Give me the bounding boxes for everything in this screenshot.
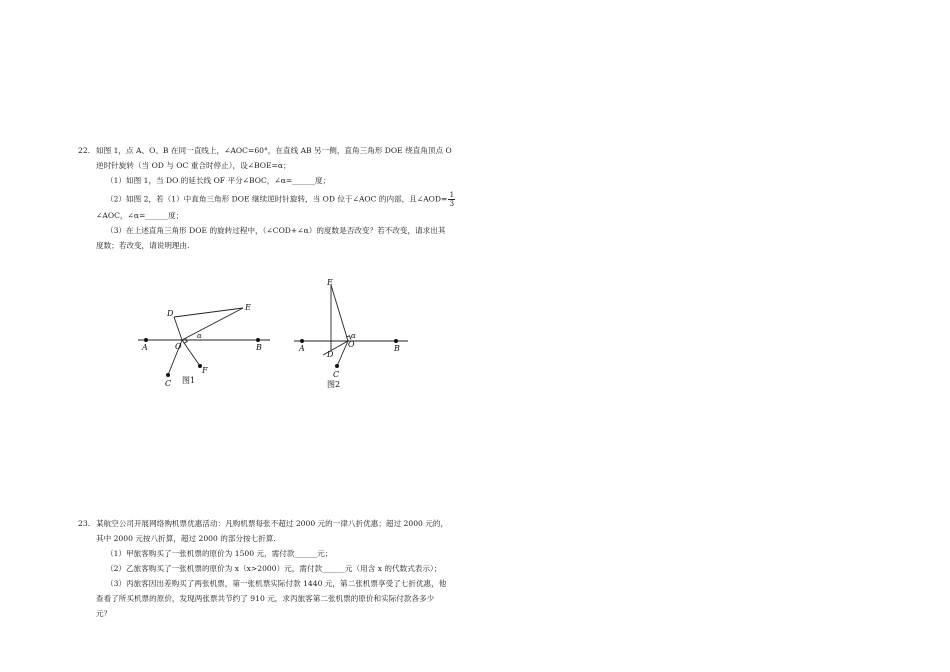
- question-22: [78, 143, 476, 253]
- point-b: [256, 338, 260, 342]
- label-o: O: [348, 340, 355, 349]
- question-number: 23.: [78, 519, 91, 528]
- figure-1-caption: 图1: [182, 376, 196, 385]
- label-b: B: [394, 344, 400, 353]
- figure-2-caption: 图2: [327, 380, 341, 389]
- segment-oe: [182, 308, 243, 340]
- point-a: [300, 339, 304, 343]
- figure-1: [130, 295, 280, 395]
- question-part-3: （3）在上述直角三角形 DOE 的旋转过程中，（∠COD+∠α）的度数是否改变？若不改变，请求出其: [106, 226, 446, 235]
- question-text-line: 逆时针旋转（当 OD 与 OC 重合时停止），设∠BOE=α；: [96, 161, 291, 170]
- ray-of: [182, 340, 200, 366]
- question-part-3-cont: 查看了所买机票的原价，发现两张票共节约了 910 元，求丙旅客第二张机票的原价和实际付款各多少: [96, 594, 435, 603]
- part-2-continuation: ∠AOC，∠α=______度；: [96, 211, 184, 220]
- question-23: [78, 516, 476, 621]
- question-part-3-cont: 元？: [96, 609, 112, 618]
- label-alpha: α: [197, 332, 202, 340]
- question-part-2: （2）乙旅客购买了一张机票的原价为 x（x>2000）元，需付款______元（用含 x 的代数式表示）；: [106, 564, 442, 573]
- fraction-denominator: 3: [449, 200, 455, 208]
- label-e: E: [327, 278, 333, 287]
- label-a: A: [299, 344, 305, 353]
- label-c: C: [165, 379, 172, 388]
- label-d: D: [167, 309, 174, 318]
- question-part-1: （1）甲旅客购买了一张机票的原价为 1500 元，需付款______元；: [106, 549, 333, 558]
- question-part-2: [96, 191, 476, 208]
- label-f: F: [202, 366, 208, 375]
- question-text-line: 某航空公司开展网络购机票优惠活动：凡购机票每张不超过 2000 元的一律八折优惠；超过 2000 元的，: [96, 519, 449, 528]
- label-a: A: [142, 343, 148, 352]
- fraction: [448, 191, 455, 208]
- question-part-3-cont: 度数；若改变，请说明理由.: [96, 241, 190, 250]
- question-part-3: （3）丙旅客因出差购买了两张机票，第一张机票实际付款 1440 元，第二张机票享受了七折优惠，他: [106, 579, 447, 588]
- label-e: E: [245, 303, 251, 312]
- label-b: B: [256, 343, 262, 352]
- part-2-text: （2）如图 2，若（1）中直角三角形 DOE 继续逆时针旋转，当 OD 位于∠AOC 的内部，且∠AOD=: [106, 194, 448, 204]
- label-d: D: [327, 350, 334, 359]
- question-text-line: 如图 1，点 A、O、B 在同一直线上，∠AOC=60°，在直线 AB 另一侧，直角三角形 DOE 绕直角顶点 O: [96, 146, 452, 155]
- segment-od: [174, 317, 182, 340]
- label-o: O: [175, 342, 182, 351]
- label-c: C: [333, 370, 340, 379]
- label-alpha: α: [351, 332, 356, 340]
- question-part-1: （1）如图 1，当 DO 的延长线 OF 平分∠BOC，∠α=______度；: [106, 176, 331, 185]
- point-b: [394, 339, 398, 343]
- question-number: 22.: [78, 146, 91, 155]
- figure-2: [290, 275, 415, 395]
- point-c: [335, 364, 339, 368]
- fraction-numerator: 1: [449, 191, 455, 199]
- point-c: [166, 373, 170, 377]
- segment-de: [174, 308, 243, 317]
- ray-oc: [337, 341, 348, 366]
- question-text-line: 其中 2000 元按八折算，超过 2000 的部分按七折算.: [96, 534, 276, 543]
- segment-eo: [331, 285, 348, 341]
- point-a: [144, 338, 148, 342]
